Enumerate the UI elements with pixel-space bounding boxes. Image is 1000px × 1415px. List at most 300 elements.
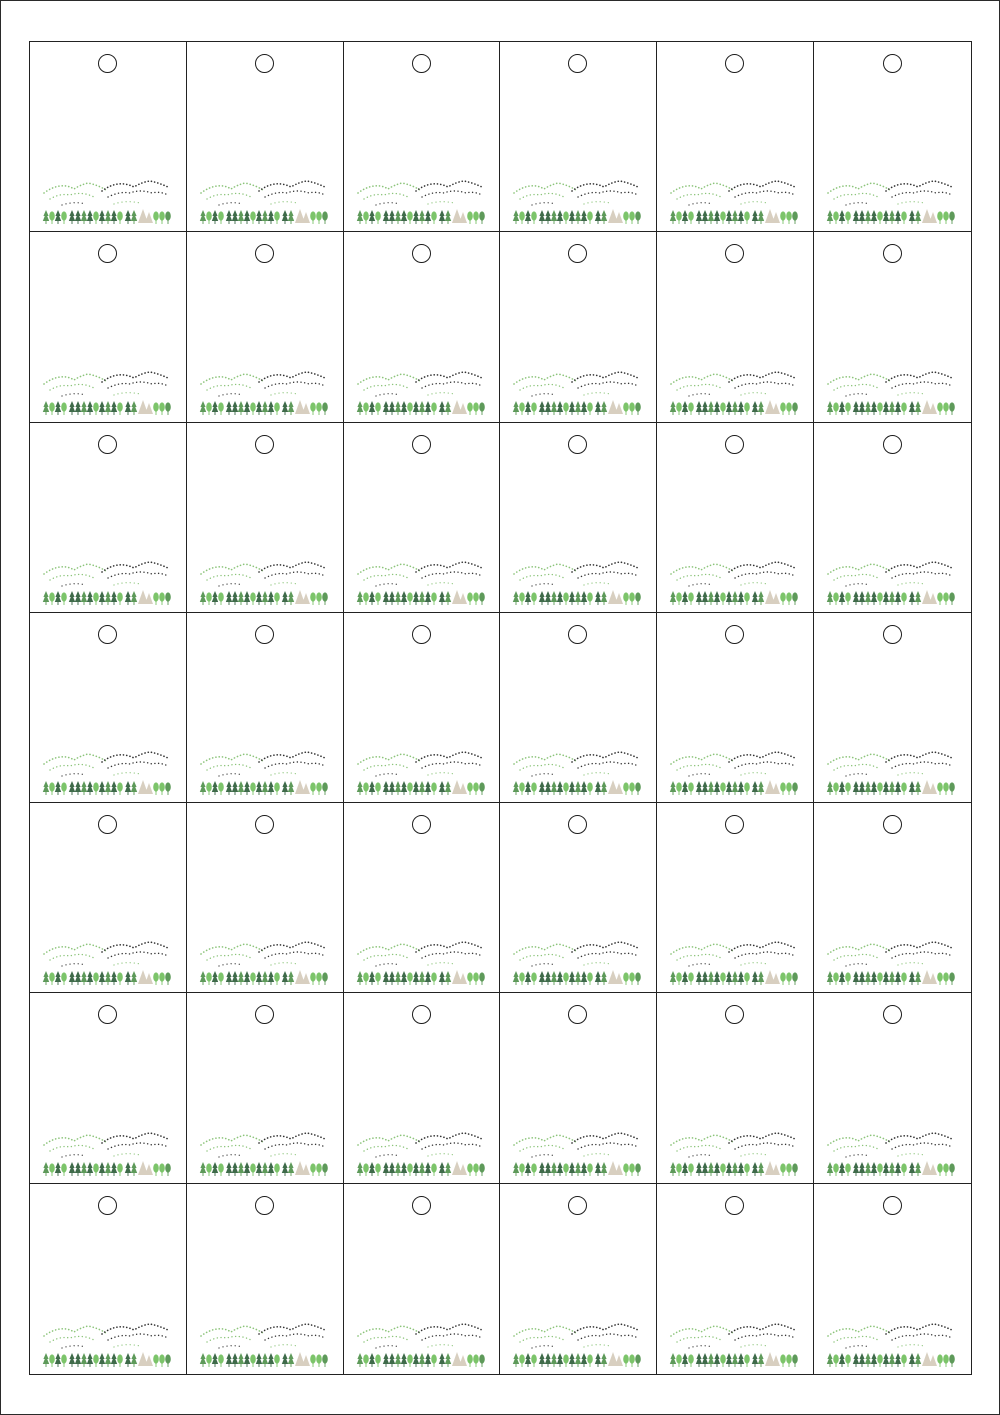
pine-tree-icon	[581, 401, 587, 415]
pine-tree-icon	[865, 781, 871, 795]
round-tree-icon	[949, 783, 955, 796]
round-tree-icon	[877, 592, 883, 605]
pine-tree-icon	[43, 1162, 49, 1176]
punch-hole-icon	[568, 435, 587, 454]
gift-tag-r4-c4[interactable]	[500, 613, 657, 803]
gift-tag-r5-c4[interactable]	[500, 803, 657, 993]
pine-tree-icon	[551, 781, 557, 795]
pine-tree-icon	[714, 971, 720, 985]
pine-tree-icon	[601, 210, 607, 224]
pine-tree-icon	[87, 591, 93, 605]
round-tree-icon	[93, 592, 99, 605]
pine-tree-icon	[75, 1162, 81, 1176]
round-tree-icon	[943, 973, 949, 986]
pine-tree-icon	[714, 781, 720, 795]
pine-tree-icon	[238, 591, 244, 605]
round-tree-icon	[845, 783, 851, 796]
gift-tag-r6-c6[interactable]	[814, 993, 971, 1183]
pine-tree-icon	[226, 401, 232, 415]
pine-tree-icon	[400, 210, 406, 224]
round-tree-icon	[636, 402, 642, 415]
gift-tag-r5-c5[interactable]	[657, 803, 814, 993]
round-tree-icon	[159, 402, 165, 415]
pine-tree-icon	[670, 781, 676, 795]
pine-tree-icon	[889, 1353, 895, 1367]
round-tree-icon	[159, 973, 165, 986]
pine-tree-icon	[752, 210, 758, 224]
round-tree-icon	[787, 402, 793, 415]
pine-tree-icon	[400, 971, 406, 985]
pine-tree-icon	[575, 781, 581, 795]
punch-hole-icon	[98, 815, 117, 834]
gift-tag-r6-c5[interactable]	[657, 993, 814, 1183]
round-tree-icon	[250, 402, 256, 415]
mountain-forest-illustration-icon	[512, 940, 644, 986]
pine-tree-icon	[368, 1353, 374, 1367]
tipi-tent-icon	[772, 1164, 780, 1175]
gift-tag-r1-c4[interactable]	[500, 42, 657, 232]
pine-tree-icon	[262, 1353, 268, 1367]
pine-tree-icon	[569, 781, 575, 795]
round-tree-icon	[206, 1163, 212, 1176]
pine-tree-icon	[732, 1353, 738, 1367]
pine-tree-icon	[356, 591, 362, 605]
pine-tree-icon	[382, 971, 388, 985]
pine-tree-icon	[388, 210, 394, 224]
round-tree-icon	[375, 592, 381, 605]
pine-tree-icon	[244, 591, 250, 605]
round-tree-icon	[877, 783, 883, 796]
pine-tree-icon	[99, 781, 105, 795]
pine-tree-icon	[111, 971, 117, 985]
pine-tree-icon	[105, 591, 111, 605]
pine-tree-icon	[200, 781, 206, 795]
pine-tree-icon	[262, 591, 268, 605]
pine-tree-icon	[81, 1353, 87, 1367]
pine-tree-icon	[43, 401, 49, 415]
pine-tree-icon	[581, 971, 587, 985]
round-tree-icon	[636, 783, 642, 796]
pine-tree-icon	[382, 781, 388, 795]
gift-tag-r2-c6[interactable]	[814, 232, 971, 422]
round-tree-icon	[833, 592, 839, 605]
gift-tag-r6-c1[interactable]	[30, 993, 187, 1183]
round-tree-icon	[473, 592, 479, 605]
gift-tag-r1-c6[interactable]	[814, 42, 971, 232]
pine-tree-icon	[601, 971, 607, 985]
pine-tree-icon	[232, 971, 238, 985]
punch-hole-icon	[255, 244, 274, 263]
tipi-tent-icon	[929, 593, 937, 604]
punch-hole-icon	[883, 54, 902, 73]
gift-tag-r4-c1[interactable]	[30, 613, 187, 803]
round-tree-icon	[949, 973, 955, 986]
gift-tag-r1-c3[interactable]	[344, 42, 501, 232]
pine-tree-icon	[839, 401, 845, 415]
pine-tree-icon	[726, 401, 732, 415]
gift-tag-r3-c1[interactable]	[30, 423, 187, 613]
pine-tree-icon	[895, 781, 901, 795]
gift-tag-r3-c4[interactable]	[500, 423, 657, 613]
round-tree-icon	[677, 1163, 683, 1176]
pine-tree-icon	[569, 971, 575, 985]
pine-tree-icon	[418, 401, 424, 415]
pine-tree-icon	[382, 210, 388, 224]
pine-tree-icon	[388, 971, 394, 985]
gift-tag-r5-c1[interactable]	[30, 803, 187, 993]
round-tree-icon	[467, 1354, 473, 1367]
gift-tag-r3-c5[interactable]	[657, 423, 814, 613]
pine-tree-icon	[424, 971, 430, 985]
pine-tree-icon	[513, 971, 519, 985]
pine-tree-icon	[575, 1353, 581, 1367]
round-tree-icon	[153, 783, 159, 796]
pine-tree-icon	[81, 781, 87, 795]
round-tree-icon	[624, 212, 630, 225]
pine-tree-icon	[226, 781, 232, 795]
gift-tag-r7-c3[interactable]	[344, 1184, 501, 1374]
round-tree-icon	[689, 1354, 695, 1367]
pine-tree-icon	[43, 781, 49, 795]
round-tree-icon	[431, 973, 437, 986]
round-tree-icon	[250, 212, 256, 225]
round-tree-icon	[588, 783, 594, 796]
mountain-forest-illustration-icon	[669, 560, 801, 606]
gift-tag-r2-c3[interactable]	[344, 232, 501, 422]
pine-tree-icon	[539, 401, 545, 415]
pine-tree-icon	[839, 781, 845, 795]
pine-tree-icon	[412, 401, 418, 415]
pine-tree-icon	[865, 401, 871, 415]
gift-tag-r7-c1[interactable]	[30, 1184, 187, 1374]
round-tree-icon	[787, 592, 793, 605]
pine-tree-icon	[288, 401, 294, 415]
pine-tree-icon	[282, 971, 288, 985]
gift-tag-r2-c4[interactable]	[500, 232, 657, 422]
pine-tree-icon	[232, 781, 238, 795]
pine-tree-icon	[444, 210, 450, 224]
pine-tree-icon	[738, 971, 744, 985]
pine-tree-icon	[909, 781, 915, 795]
pine-tree-icon	[752, 1353, 758, 1367]
pine-tree-icon	[601, 1353, 607, 1367]
round-tree-icon	[473, 1354, 479, 1367]
gift-tag-r6-c4[interactable]	[500, 993, 657, 1183]
round-tree-icon	[479, 783, 485, 796]
gift-tag-r4-c3[interactable]	[344, 613, 501, 803]
pine-tree-icon	[438, 591, 444, 605]
round-tree-icon	[159, 592, 165, 605]
gift-tag-r4-c6[interactable]	[814, 613, 971, 803]
pine-tree-icon	[758, 781, 764, 795]
pine-tree-icon	[859, 210, 865, 224]
pine-tree-icon	[418, 1353, 424, 1367]
pine-tree-icon	[696, 781, 702, 795]
round-tree-icon	[153, 592, 159, 605]
round-tree-icon	[793, 212, 799, 225]
pine-tree-icon	[368, 781, 374, 795]
pine-tree-icon	[256, 401, 262, 415]
punch-hole-icon	[568, 815, 587, 834]
pine-tree-icon	[125, 1162, 131, 1176]
pine-tree-icon	[444, 591, 450, 605]
pine-tree-icon	[827, 210, 833, 224]
pine-tree-icon	[853, 210, 859, 224]
pine-tree-icon	[87, 971, 93, 985]
pine-tree-icon	[601, 781, 607, 795]
round-tree-icon	[473, 212, 479, 225]
pine-tree-icon	[81, 210, 87, 224]
pine-tree-icon	[412, 591, 418, 605]
round-tree-icon	[689, 783, 695, 796]
gift-tag-r3-c6[interactable]	[814, 423, 971, 613]
punch-hole-icon	[255, 1196, 274, 1215]
round-tree-icon	[375, 1163, 381, 1176]
pine-tree-icon	[696, 1162, 702, 1176]
pine-tree-icon	[244, 210, 250, 224]
round-tree-icon	[520, 783, 526, 796]
tipi-tent-icon	[302, 1164, 310, 1175]
pine-tree-icon	[226, 1353, 232, 1367]
pine-tree-icon	[702, 401, 708, 415]
pine-tree-icon	[444, 781, 450, 795]
pine-tree-icon	[758, 401, 764, 415]
gift-tag-r7-c4[interactable]	[500, 1184, 657, 1374]
round-tree-icon	[793, 783, 799, 796]
pine-tree-icon	[545, 781, 551, 795]
round-tree-icon	[363, 1163, 369, 1176]
pine-tree-icon	[43, 210, 49, 224]
pine-tree-icon	[282, 1353, 288, 1367]
mountain-forest-illustration-icon	[826, 370, 958, 416]
mountain-forest-illustration-icon	[42, 560, 174, 606]
mountain-forest-illustration-icon	[356, 179, 488, 225]
round-tree-icon	[745, 783, 751, 796]
pine-tree-icon	[513, 591, 519, 605]
gift-tag-r3-c3[interactable]	[344, 423, 501, 613]
pine-tree-icon	[539, 591, 545, 605]
punch-hole-icon	[255, 435, 274, 454]
round-tree-icon	[833, 1163, 839, 1176]
pine-tree-icon	[368, 591, 374, 605]
round-tree-icon	[937, 973, 943, 986]
round-tree-icon	[877, 212, 883, 225]
pine-tree-icon	[551, 591, 557, 605]
round-tree-icon	[274, 1354, 280, 1367]
round-tree-icon	[564, 1354, 570, 1367]
gift-tag-r1-c1[interactable]	[30, 42, 187, 232]
pine-tree-icon	[412, 781, 418, 795]
pine-tree-icon	[212, 1162, 218, 1176]
pine-tree-icon	[244, 781, 250, 795]
round-tree-icon	[624, 783, 630, 796]
pine-tree-icon	[895, 591, 901, 605]
pine-tree-icon	[539, 1353, 545, 1367]
pine-tree-icon	[125, 781, 131, 795]
pine-tree-icon	[859, 591, 865, 605]
pine-tree-icon	[525, 210, 531, 224]
pine-tree-icon	[865, 591, 871, 605]
pine-tree-icon	[368, 210, 374, 224]
pine-tree-icon	[268, 1162, 274, 1176]
pine-tree-icon	[702, 591, 708, 605]
tipi-tent-icon	[772, 783, 780, 794]
tipi-tent-icon	[929, 403, 937, 414]
gift-tag-r7-c5[interactable]	[657, 1184, 814, 1374]
pine-tree-icon	[557, 1162, 563, 1176]
pine-tree-icon	[131, 781, 137, 795]
pine-tree-icon	[262, 1162, 268, 1176]
round-tree-icon	[93, 212, 99, 225]
gift-tag-r3-c2[interactable]	[187, 423, 344, 613]
round-tree-icon	[274, 1163, 280, 1176]
punch-hole-icon	[412, 54, 431, 73]
gift-tag-r5-c2[interactable]	[187, 803, 344, 993]
pine-tree-icon	[438, 971, 444, 985]
tipi-tent-icon	[459, 1355, 467, 1366]
punch-hole-icon	[568, 1196, 587, 1215]
round-tree-icon	[407, 1354, 413, 1367]
pine-tree-icon	[883, 971, 889, 985]
pine-tree-icon	[601, 401, 607, 415]
round-tree-icon	[564, 402, 570, 415]
round-tree-icon	[877, 1354, 883, 1367]
pine-tree-icon	[125, 1353, 131, 1367]
tipi-tent-icon	[302, 783, 310, 794]
tipi-tent-icon	[929, 1355, 937, 1366]
gift-tag-r2-c2[interactable]	[187, 232, 344, 422]
round-tree-icon	[745, 212, 751, 225]
round-tree-icon	[845, 973, 851, 986]
round-tree-icon	[677, 402, 683, 415]
tipi-tent-icon	[302, 212, 310, 223]
round-tree-icon	[206, 783, 212, 796]
gift-tag-r4-c5[interactable]	[657, 613, 814, 803]
round-tree-icon	[677, 212, 683, 225]
mountain-forest-illustration-icon	[826, 560, 958, 606]
pine-tree-icon	[438, 1162, 444, 1176]
pine-tree-icon	[758, 971, 764, 985]
round-tree-icon	[949, 402, 955, 415]
round-tree-icon	[520, 212, 526, 225]
round-tree-icon	[845, 592, 851, 605]
round-tree-icon	[564, 973, 570, 986]
pine-tree-icon	[125, 971, 131, 985]
round-tree-icon	[532, 783, 538, 796]
pine-tree-icon	[601, 1162, 607, 1176]
round-tree-icon	[937, 402, 943, 415]
mountain-forest-illustration-icon	[669, 1131, 801, 1177]
round-tree-icon	[218, 973, 224, 986]
round-tree-icon	[901, 1163, 907, 1176]
pine-tree-icon	[575, 401, 581, 415]
pine-tree-icon	[827, 591, 833, 605]
gift-tag-r1-c5[interactable]	[657, 42, 814, 232]
gift-tag-r2-c5[interactable]	[657, 232, 814, 422]
round-tree-icon	[165, 783, 171, 796]
pine-tree-icon	[758, 210, 764, 224]
tipi-tent-icon	[772, 1355, 780, 1366]
pine-tree-icon	[708, 1353, 714, 1367]
punch-hole-icon	[568, 625, 587, 644]
round-tree-icon	[467, 592, 473, 605]
pine-tree-icon	[738, 781, 744, 795]
pine-tree-icon	[394, 781, 400, 795]
pine-tree-icon	[87, 1353, 93, 1367]
pine-tree-icon	[915, 401, 921, 415]
pine-tree-icon	[244, 1162, 250, 1176]
pine-tree-icon	[915, 210, 921, 224]
pine-tree-icon	[738, 210, 744, 224]
pine-tree-icon	[895, 1162, 901, 1176]
round-tree-icon	[901, 1354, 907, 1367]
pine-tree-icon	[539, 971, 545, 985]
gift-tag-r5-c3[interactable]	[344, 803, 501, 993]
gift-tag-r4-c2[interactable]	[187, 613, 344, 803]
gift-tag-r1-c2[interactable]	[187, 42, 344, 232]
round-tree-icon	[745, 1163, 751, 1176]
round-tree-icon	[363, 1354, 369, 1367]
pine-tree-icon	[545, 971, 551, 985]
pine-tree-icon	[865, 210, 871, 224]
pine-tree-icon	[714, 401, 720, 415]
round-tree-icon	[877, 402, 883, 415]
gift-tag-r7-c6[interactable]	[814, 1184, 971, 1374]
round-tree-icon	[206, 212, 212, 225]
pine-tree-icon	[853, 1162, 859, 1176]
pine-tree-icon	[545, 591, 551, 605]
pine-tree-icon	[394, 401, 400, 415]
pine-tree-icon	[853, 781, 859, 795]
pine-tree-icon	[909, 971, 915, 985]
round-tree-icon	[721, 402, 727, 415]
gift-tag-r5-c6[interactable]	[814, 803, 971, 993]
pine-tree-icon	[557, 781, 563, 795]
gift-tag-r2-c1[interactable]	[30, 232, 187, 422]
pine-tree-icon	[356, 401, 362, 415]
pine-tree-icon	[714, 1162, 720, 1176]
pine-tree-icon	[595, 1353, 601, 1367]
punch-hole-icon	[725, 1196, 744, 1215]
punch-hole-icon	[412, 244, 431, 263]
round-tree-icon	[61, 973, 67, 986]
round-tree-icon	[721, 1163, 727, 1176]
pine-tree-icon	[581, 1162, 587, 1176]
gift-tag-r7-c2[interactable]	[187, 1184, 344, 1374]
mountain-forest-illustration-icon	[669, 750, 801, 796]
pine-tree-icon	[55, 591, 61, 605]
gift-tag-r6-c2[interactable]	[187, 993, 344, 1183]
punch-hole-icon	[725, 815, 744, 834]
round-tree-icon	[588, 402, 594, 415]
pine-tree-icon	[232, 591, 238, 605]
pine-tree-icon	[871, 1353, 877, 1367]
pine-tree-icon	[356, 210, 362, 224]
round-tree-icon	[49, 592, 55, 605]
tipi-tent-icon	[772, 403, 780, 414]
gift-tag-r6-c3[interactable]	[344, 993, 501, 1183]
round-tree-icon	[431, 592, 437, 605]
round-tree-icon	[467, 402, 473, 415]
pine-tree-icon	[708, 591, 714, 605]
pine-tree-icon	[895, 401, 901, 415]
pine-tree-icon	[839, 1162, 845, 1176]
round-tree-icon	[564, 1163, 570, 1176]
round-tree-icon	[159, 1163, 165, 1176]
round-tree-icon	[322, 973, 328, 986]
round-tree-icon	[532, 402, 538, 415]
mountain-forest-illustration-icon	[199, 750, 331, 796]
